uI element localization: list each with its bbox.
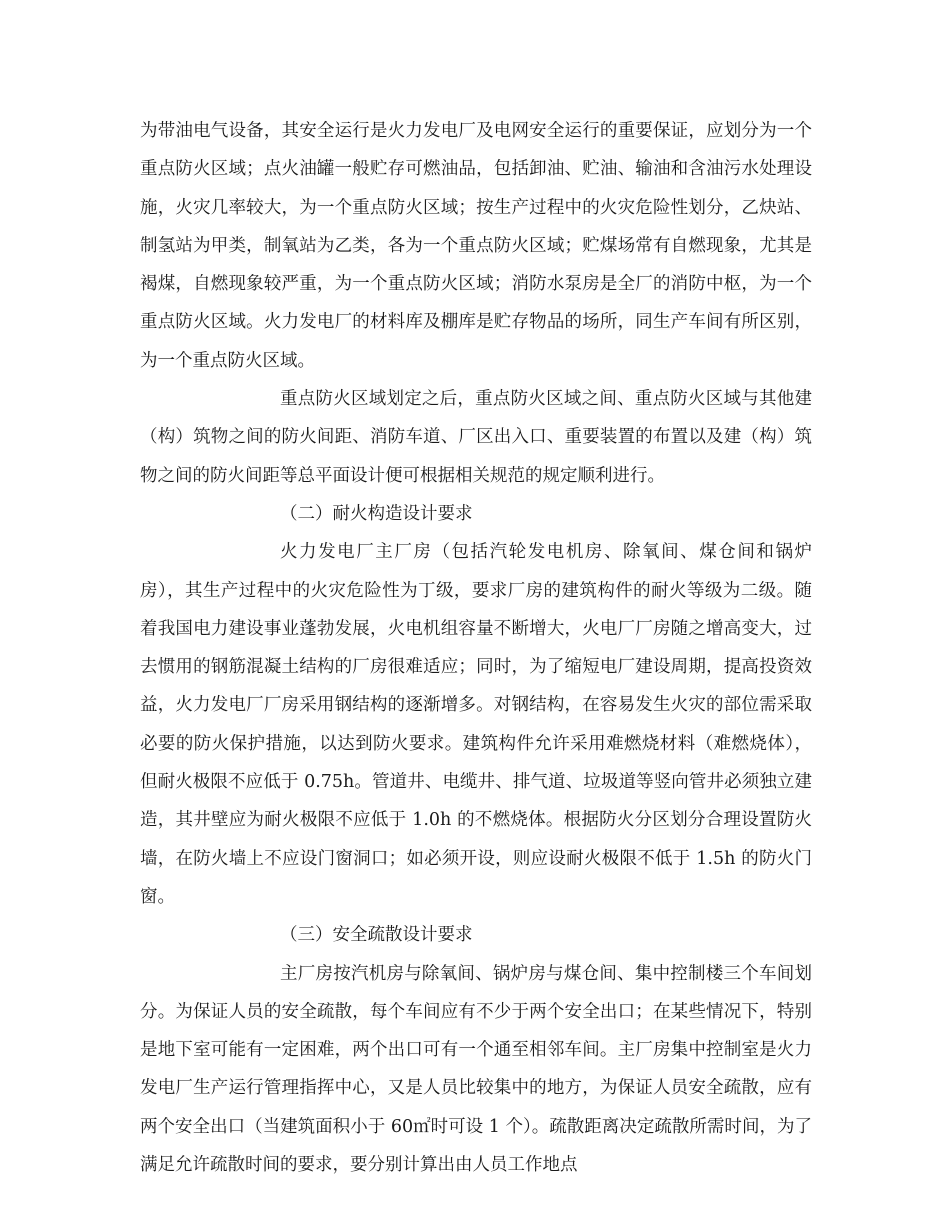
- section-heading-evacuation: （三）安全疏散设计要求: [280, 925, 473, 946]
- paragraph-site-plan: 重点防火区域划定之后，重点防火区域之间、重点防火区域与其他建（构）筑物之间的防火间距、消防车道、厂区出入口、重要装置的布置以及建（构）筑物之间的防火间距等总平面设计便可根据相关规范的规定顺利进行。: [140, 389, 812, 486]
- paragraph-evacuation: 主厂房按汽机房与除氧间、锅炉房与煤仓间、集中控制楼三个车间划分。为保证人员的安全疏散，每个车间应有不少于两个安全出口；在某些情况下，特别是地下室可能有一定困难，两个出口可有一个通至相邻车间。主厂房集中控制室是火力发电厂生产运行管理指挥中心，又是人员比较集中的地方，为保证人员安全疏散，应有两个安全出口（当建筑面积小于 60㎡时可设 1 个）。疏散距离决定疏散所需时间，为了满足允许疏散时间的要求，要分别计算出由人员工作地点: [140, 963, 812, 1176]
- section-heading-fire-resistance: （二）耐火构造设计要求: [280, 503, 473, 524]
- paragraph-fire-zones: 为带油电气设备，其安全运行是火力发电厂及电网安全运行的重要保证，应划分为一个重点防火区域；点火油罐一般贮存可燃油品，包括卸油、贮油、输油和含油污水处理设施，火灾几率较大，为一个重点防火区域；按生产过程中的火灾危险性划分，乙炔站、制氢站为甲类，制氧站为乙类，各为一个重点防火区域；贮煤场常有自燃现象，尤其是褐煤，自燃现象较严重，为一个重点防火区域；消防水泵房是全厂的消防中枢，为一个重点防火区域。火力发电厂的材料库及棚库是贮存物品的场所，同生产车间有所区别，为一个重点防火区域。: [140, 121, 812, 371]
- paragraph-fire-resistance: 火力发电厂主厂房（包括汽轮发电机房、除氧间、煤仓间和锅炉房），其生产过程中的火灾危险性为丁级，要求厂房的建筑构件的耐火等级为二级。随着我国电力建设事业蓬勃发展，火电机组容量不断增大，火电厂厂房随之增高变大，过去惯用的钢筋混凝土结构的厂房很难适应；同时，为了缩短电厂建设周期，提高投资效益，火力发电厂厂房采用钢结构的逐渐增多。对钢结构，在容易发生火灾的部位需采取必要的防火保护措施，以达到防火要求。建筑构件允许采用难燃烧材料（难燃烧体），但耐火极限不应低于 0.75h。管道井、电缆井、排气道、垃圾道等竖向管井必须独立建造，其井壁应为耐火极限不应低于 1.0h 的不燃烧体。根据防火分区划分合理设置防火墙，在防火墙上不应设门窗洞口；如必须开设，则应设耐火极限不低于 1.5h 的防火门窗。: [140, 542, 812, 907]
- document-body: [140, 112, 812, 1184]
